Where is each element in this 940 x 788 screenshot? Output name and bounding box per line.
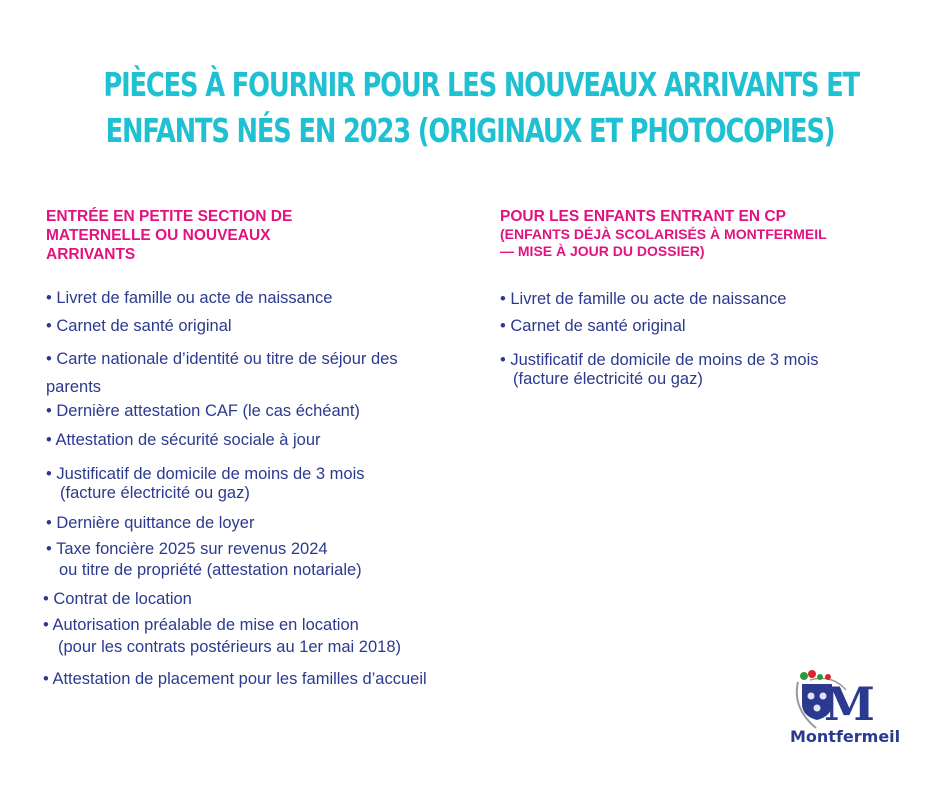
crest-icon: [786, 668, 912, 748]
right-subheading-line: (ENFANTS DÉJÀ SCOLARISÉS À MONTFERMEIL: [500, 226, 827, 242]
item-continuation: (facture électricité ou gaz): [60, 484, 250, 502]
item-text: • Attestation de sécurité sociale à jour: [46, 431, 321, 449]
item-text: • Livret de famille ou acte de naissance: [46, 289, 333, 307]
page-title: [103, 62, 859, 154]
logo-text: Montfermeil: [790, 727, 901, 746]
title-line-1: PIÈCES À FOURNIR POUR LES NOUVEAUX ARRIVANTS ET: [103, 65, 859, 104]
item-text: • Justificatif de domicile de moins de 3 mois: [46, 465, 365, 483]
list-item: [46, 514, 254, 533]
left-column: [46, 207, 486, 264]
list-item: [46, 540, 362, 580]
list-item: [46, 317, 232, 336]
item-text: • Carnet de santé original: [500, 317, 686, 335]
item-continuation: parents: [46, 378, 102, 396]
right-subheading-line: — MISE À JOUR DU DOSSIER): [500, 243, 705, 259]
item-text: • Autorisation préalable de mise en location: [43, 616, 359, 634]
list-item: [46, 289, 332, 308]
item-text: • Dernière attestation CAF (le cas échéant): [46, 402, 360, 420]
item-continuation: (facture électricité ou gaz): [513, 370, 703, 388]
item-continuation: ou titre de propriété (attestation notariale): [59, 561, 362, 579]
item-text: • Attestation de placement pour les familles d’accueil: [43, 670, 427, 688]
item-text: • Taxe foncière 2025 sur revenus 2024: [46, 540, 328, 558]
left-heading: [46, 207, 486, 264]
list-item: [500, 317, 686, 336]
right-column: [500, 207, 920, 260]
list-item: [46, 465, 365, 503]
list-item: [46, 431, 321, 450]
right-subheading: [500, 226, 920, 260]
item-text: • Livret de famille ou acte de naissance: [500, 290, 787, 308]
item-text: • Carnet de santé original: [46, 317, 232, 335]
list-item: [46, 345, 398, 401]
list-item: [46, 402, 360, 421]
right-heading: POUR LES ENFANTS ENTRANT EN CP: [500, 208, 786, 225]
list-item: [500, 351, 819, 389]
list-item: [500, 290, 786, 309]
logo-letter: M: [824, 677, 875, 731]
item-continuation: (pour les contrats postérieurs au 1er mai 2018): [58, 638, 402, 656]
left-heading-line: MATERNELLE OU NOUVEAUX: [46, 227, 271, 244]
list-item: [43, 670, 427, 689]
list-item: [43, 616, 401, 657]
item-text: • Dernière quittance de loyer: [46, 514, 255, 532]
left-heading-line: ENTRÉE EN PETITE SECTION DE: [46, 208, 293, 225]
title-line-2: ENFANTS NÉS EN 2023 (ORIGINAUX ET PHOTOCOPIES): [105, 111, 835, 150]
list-item: [43, 590, 192, 609]
left-heading-line: ARRIVANTS: [46, 246, 136, 263]
montfermeil-logo: [786, 668, 912, 748]
item-text: • Carte nationale d’identité ou titre de séjour des: [46, 350, 398, 368]
item-text: • Justificatif de domicile de moins de 3 mois: [500, 351, 819, 369]
item-text: • Contrat de location: [43, 590, 192, 608]
